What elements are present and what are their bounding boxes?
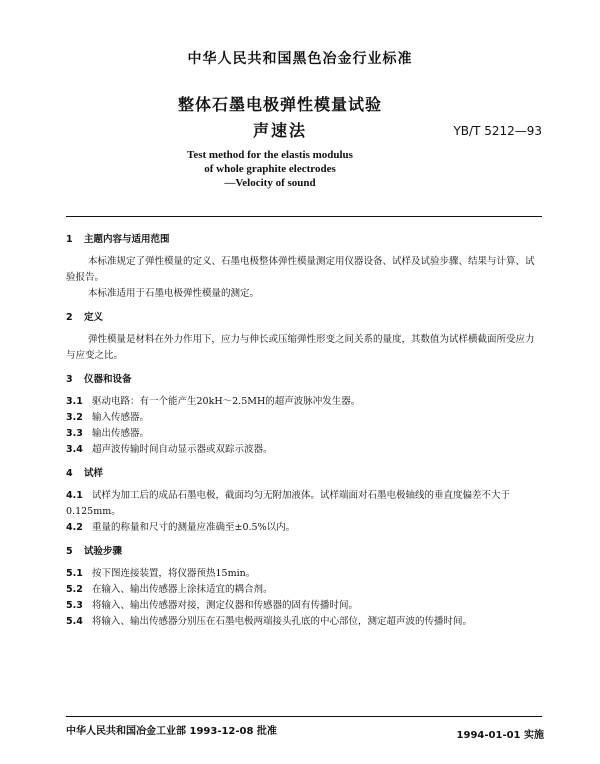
clause-number: 5.3 [66, 600, 83, 611]
clause [66, 442, 542, 458]
english-title-line: Test method for the elastis modulus [187, 149, 353, 161]
approval-line: 中华人民共和国冶金工业部 1993-12-08 批准 [66, 726, 277, 737]
section-number: 1 [66, 234, 73, 245]
section-3 [66, 372, 542, 458]
section-title: 主题内容与适用范围 [84, 234, 170, 245]
clause [66, 410, 542, 426]
clause [66, 394, 542, 410]
section-number: 3 [66, 374, 73, 385]
paragraph: 弹性模量是材料在外力作用下，应力与伸长或压缩弹性形变之间关系的量度，其数值为试样横截面所受应力与应变之比。 [66, 334, 535, 361]
clause-number: 3.3 [66, 428, 83, 439]
clause [66, 598, 542, 614]
english-title [0, 148, 540, 190]
clause-number: 5.1 [66, 568, 83, 579]
clause-text: 输入传感器。 [92, 412, 150, 423]
section-1 [66, 232, 542, 302]
section-title: 试验步骤 [84, 546, 123, 557]
document-title-line2: 声速法 [252, 121, 307, 140]
section-2 [66, 310, 542, 364]
document-body [66, 232, 542, 638]
clause-number: 3.1 [66, 396, 83, 407]
clause [66, 566, 542, 582]
clause-text: 试样为加工后的成品石墨电极，截面均匀无附加液体。试样端面对石墨电极轴线的垂直度偏差不大于0.125mm。 [66, 490, 511, 517]
section-heading [66, 544, 542, 560]
section-heading [66, 232, 542, 248]
clause-text: 驱动电路：有一个能产生20kH～2.5MH的超声波脉冲发生器。 [92, 396, 361, 407]
section-number: 4 [66, 468, 73, 479]
section-number: 5 [66, 546, 73, 557]
english-title-line: of whole graphite electrodes [204, 163, 336, 175]
clause [66, 426, 542, 442]
clause-text: 超声波传输时间自动显示器或双踪示波器。 [92, 444, 273, 455]
section-title: 仪器和设备 [84, 374, 132, 385]
clause [66, 582, 542, 598]
clause-text: 在输入、输出传感器上涂抹适宜的耦合剂。 [92, 584, 273, 595]
clause-text: 输出传感器。 [92, 428, 150, 439]
clause-number: 5.2 [66, 584, 83, 595]
clause-text: 将输入、输出传感器分别压在石墨电极两端接头孔底的中心部位，测定超声波的传播时间。 [92, 616, 473, 627]
section-5 [66, 544, 542, 630]
section-title: 试样 [84, 468, 104, 479]
bottom-divider [66, 716, 542, 717]
clause-number: 4.2 [66, 522, 83, 533]
clause [66, 614, 542, 630]
clause-number: 5.4 [66, 616, 83, 627]
section-title: 定义 [84, 312, 104, 323]
clause [66, 520, 542, 536]
section-heading [66, 310, 542, 326]
section-heading [66, 466, 542, 482]
paragraph: 本标准规定了弹性模量的定义、石墨电极整体弹性模量测定用仪器设备、试样及试验步骤、结果与计算、试验报告。 [66, 256, 535, 283]
clause-text: 重量的称量和尺寸的测量应准确至±0.5%以内。 [92, 522, 296, 533]
clause-text: 将输入、输出传感器对接，测定仪器和传感器的固有传播时间。 [92, 600, 359, 611]
section-number: 2 [66, 312, 73, 323]
document-title-line1: 整体石墨电极弹性模量试验 [177, 95, 382, 114]
section-4 [66, 466, 542, 536]
clause-number: 3.4 [66, 444, 83, 455]
clause [66, 488, 542, 520]
issuing-standard-header: 中华人民共和国黑色冶金行业标准 [187, 51, 413, 67]
implementation-date: 1994-01-01 实施 [456, 730, 544, 741]
clause-number: 4.1 [66, 490, 83, 501]
clause-text: 按下图连接装置，将仪器预热15min。 [92, 568, 256, 579]
paragraph: 本标准适用于石墨电极弹性模量的测定。 [88, 288, 260, 299]
section-heading [66, 372, 542, 388]
clause-number: 3.2 [66, 412, 83, 423]
top-divider [66, 216, 542, 217]
english-title-line: —Velocity of sound [224, 177, 316, 189]
standard-code: YB/T 5212—93 [453, 124, 542, 138]
